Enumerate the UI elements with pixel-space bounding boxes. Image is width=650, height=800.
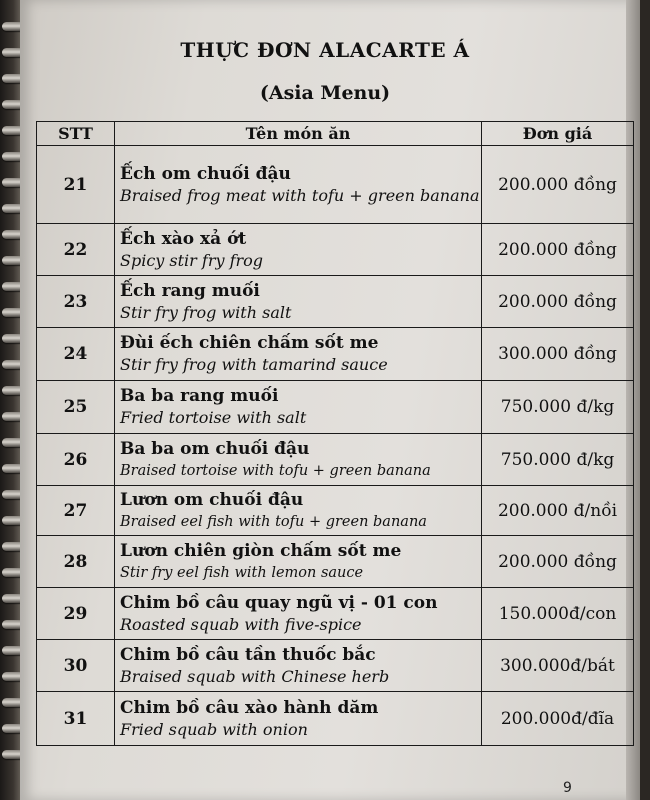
- item-number: 21: [37, 146, 115, 224]
- dish-name-vn: Ếch xào xả ớt: [120, 228, 247, 249]
- item-price: 300.000 đồng: [482, 328, 634, 381]
- item-price: 200.000 đồng: [482, 146, 634, 224]
- item-dish: [115, 588, 482, 640]
- menu-title: THỰC ĐƠN ALACARTE Á: [180, 38, 470, 62]
- dish-name-en: Stir fry eel fish with lemon sauce: [120, 564, 364, 581]
- item-price: 200.000 đ/nồi: [482, 486, 634, 536]
- table-row: [37, 276, 634, 328]
- table-row: [37, 486, 634, 536]
- menu-subtitle: (Asia Menu): [259, 82, 391, 104]
- item-dish: [115, 536, 482, 588]
- item-number: 29: [37, 588, 115, 640]
- table-row: [37, 588, 634, 640]
- item-price: 300.000đ/bát: [482, 640, 634, 692]
- item-number: 27: [37, 486, 115, 536]
- item-dish: [115, 146, 482, 224]
- table-row: [37, 146, 634, 224]
- item-price: 750.000 đ/kg: [482, 381, 634, 434]
- table-row: [37, 692, 634, 746]
- dish-name-en: Spicy stir fry frog: [120, 250, 264, 270]
- item-price: 750.000 đ/kg: [482, 434, 634, 486]
- table-row: [37, 224, 634, 276]
- item-dish: [115, 692, 482, 746]
- dish-name-en: Stir fry frog with tamarind sauce: [120, 355, 388, 374]
- dish-name-en: Braised eel fish with tofu + green banana: [120, 513, 427, 530]
- item-number: 23: [37, 276, 115, 328]
- table-row: [37, 328, 634, 381]
- dish-name-vn: Lươn chiên giòn chấm sốt me: [120, 540, 402, 561]
- dish-name-en: Braised squab with Chinese herb: [120, 666, 390, 686]
- page-number: 9: [563, 780, 572, 796]
- item-number: 28: [37, 536, 115, 588]
- item-dish: [115, 434, 482, 486]
- item-dish: [115, 224, 482, 276]
- dish-name-vn: Chim bồ câu xào hành dăm: [120, 697, 379, 718]
- item-dish: [115, 381, 482, 434]
- dish-name-vn: Ếch om chuối đậu: [120, 163, 291, 184]
- item-number: 24: [37, 328, 115, 381]
- item-dish: [115, 276, 482, 328]
- dish-name-vn: Ba ba rang muối: [120, 386, 279, 406]
- item-number: 30: [37, 640, 115, 692]
- table-row: [37, 381, 634, 434]
- item-dish: [115, 640, 482, 692]
- dish-name-en: Fried squab with onion: [120, 719, 308, 739]
- dish-name-vn: Đùi ếch chiên chấm sốt me: [120, 333, 379, 353]
- item-dish: [115, 328, 482, 381]
- item-price: 200.000 đồng: [482, 224, 634, 276]
- item-number: 31: [37, 692, 115, 746]
- dish-name-en: Braised frog meat with tofu + green banana: [120, 185, 480, 205]
- item-price: 200.000 đồng: [482, 536, 634, 588]
- dish-name-vn: Ba ba om chuối đậu: [120, 438, 310, 459]
- dish-name-en: Braised tortoise with tofu + green banana: [120, 462, 431, 479]
- table-row: [37, 536, 634, 588]
- table-header-row: [37, 122, 634, 146]
- item-number: 22: [37, 224, 115, 276]
- item-dish: [115, 486, 482, 536]
- dish-name-en: Fried tortoise with salt: [120, 408, 307, 427]
- col-header-dish: Tên món ăn: [115, 122, 482, 146]
- item-price: 200.000 đồng: [482, 276, 634, 328]
- table-row: [37, 434, 634, 486]
- dish-name-en: Stir fry frog with salt: [120, 302, 292, 322]
- item-number: 25: [37, 381, 115, 434]
- table-row: [37, 640, 634, 692]
- item-price: 150.000đ/con: [482, 588, 634, 640]
- menu-table: [36, 121, 634, 746]
- col-header-no: STT: [37, 122, 115, 146]
- col-header-price: Đơn giá: [482, 122, 634, 146]
- dish-name-vn: Chim bồ câu quay ngũ vị - 01 con: [120, 592, 438, 613]
- dish-name-vn: Ếch rang muối: [120, 280, 260, 301]
- dish-name-vn: Chim bồ câu tần thuốc bắc: [120, 644, 376, 665]
- spiral-binding: [0, 0, 22, 800]
- dish-name-vn: Lươn om chuối đậu: [120, 489, 304, 510]
- item-number: 26: [37, 434, 115, 486]
- dish-name-en: Roasted squab with five-spice: [120, 614, 362, 634]
- item-price: 200.000đ/đĩa: [482, 692, 634, 746]
